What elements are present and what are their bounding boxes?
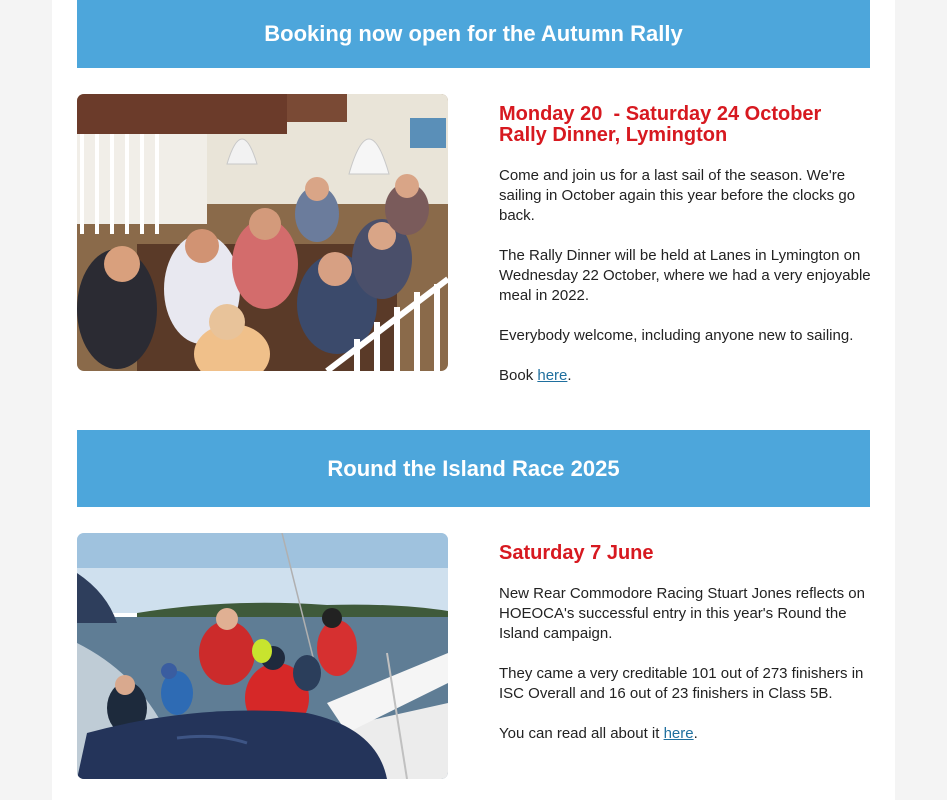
rally-dinner-image: [77, 94, 448, 371]
read-prefix: You can read all about it: [499, 725, 664, 742]
sailing-crew-image: [77, 533, 448, 779]
autumn-rally-banner-title: Booking now open for the Autumn Rally: [264, 21, 683, 46]
newsletter-page: [52, 0, 895, 800]
autumn-rally-dates: Monday 20 - Saturday 24 October: [499, 103, 822, 125]
round-island-banner-title: Round the Island Race 2025: [327, 455, 620, 481]
sailing-crew-photo: [77, 533, 448, 779]
round-island-read-more-line: [499, 724, 875, 744]
rally-dinner-photo: [77, 94, 448, 371]
round-island-results: They came a very creditable 101 out of 273 finishers in ISC Overall and 16 out of 23 finishers in Class 5B.: [499, 665, 864, 702]
autumn-rally-dinner-location: Rally Dinner, Lymington: [499, 124, 728, 146]
autumn-rally-booking-line: [499, 366, 875, 386]
autumn-rally-dinner-details: The Rally Dinner will be held at Lanes in Lymington on Wednesday 22 October, where we had a very enjoyable meal in 2022.: [499, 247, 871, 304]
book-suffix: .: [567, 367, 572, 384]
book-here-link[interactable]: here: [537, 367, 568, 384]
autumn-rally-welcome: Everybody welcome, including anyone new to sailing.: [499, 327, 854, 344]
autumn-rally-text: [499, 104, 875, 406]
read-here-link[interactable]: here: [663, 725, 694, 742]
autumn-rally-heading: [499, 104, 875, 146]
read-suffix: .: [693, 725, 698, 742]
round-island-banner: [77, 430, 870, 507]
book-prefix: Book: [499, 367, 538, 384]
round-island-intro: New Rear Commodore Racing Stuart Jones reflects on HOEOCA's successful entry in this year's Round the Island campaign.: [499, 585, 865, 642]
round-island-heading: Saturday 7 June: [499, 542, 654, 564]
autumn-rally-banner: [77, 0, 870, 68]
round-island-text: [499, 543, 875, 764]
autumn-rally-intro: Come and join us for a last sail of the season. We're sailing in October again this year before the clocks go back.: [499, 167, 856, 224]
